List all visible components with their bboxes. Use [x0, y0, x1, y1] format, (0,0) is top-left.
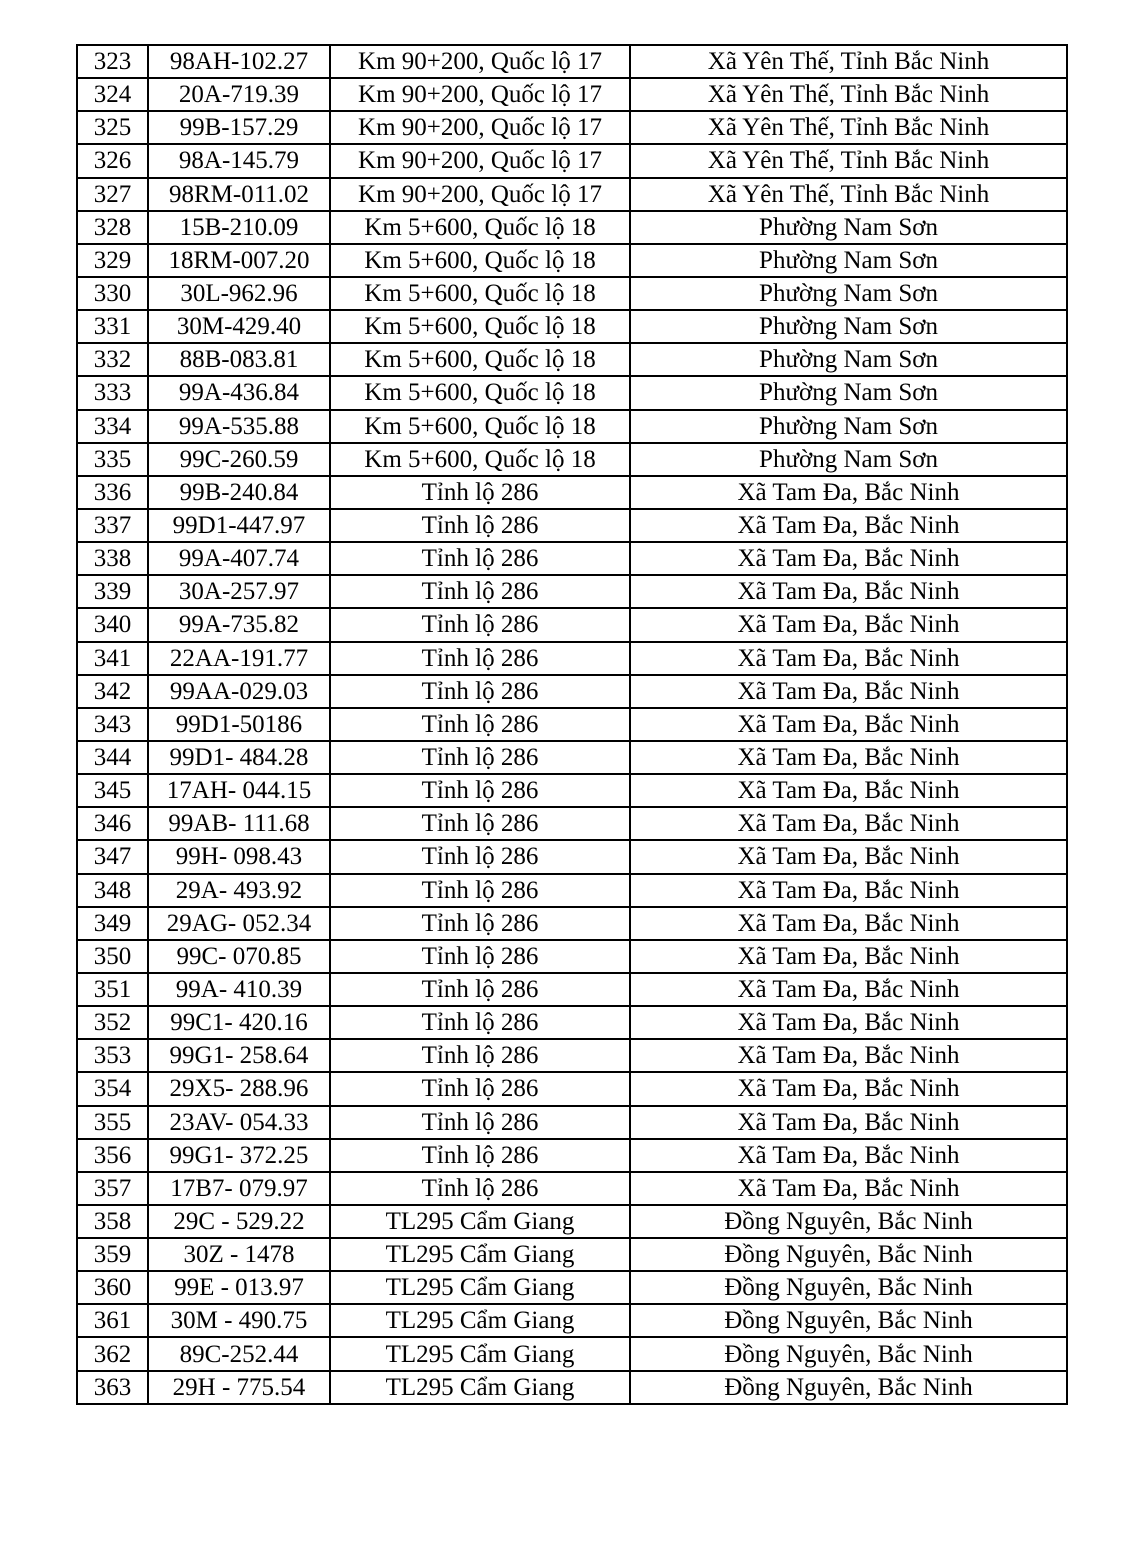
- plate-number-cell: 99D1- 484.28: [148, 741, 330, 774]
- location-cell: Tỉnh lộ 286: [330, 907, 630, 940]
- area-cell: Xã Tam Đa, Bắc Ninh: [630, 807, 1067, 840]
- area-cell: Xã Yên Thế, Tỉnh Bắc Ninh: [630, 144, 1067, 177]
- location-cell: Tỉnh lộ 286: [330, 509, 630, 542]
- table-row: [77, 741, 1067, 774]
- location-cell: Tỉnh lộ 286: [330, 874, 630, 907]
- table-row: [77, 1238, 1067, 1271]
- table-row: [77, 1106, 1067, 1139]
- table-row: [77, 443, 1067, 476]
- row-number-cell: 337: [77, 509, 148, 542]
- violation-table: [76, 44, 1068, 1405]
- plate-number-cell: 99A-407.74: [148, 542, 330, 575]
- plate-number-cell: 98A-145.79: [148, 144, 330, 177]
- table-row: [77, 211, 1067, 244]
- location-cell: TL295 Cẩm Giang: [330, 1371, 630, 1404]
- table-row: [77, 807, 1067, 840]
- location-cell: Km 90+200, Quốc lộ 17: [330, 144, 630, 177]
- row-number-cell: 332: [77, 343, 148, 376]
- location-cell: Tỉnh lộ 286: [330, 542, 630, 575]
- location-cell: Tỉnh lộ 286: [330, 476, 630, 509]
- area-cell: Xã Tam Đa, Bắc Ninh: [630, 774, 1067, 807]
- row-number-cell: 348: [77, 874, 148, 907]
- location-cell: Km 5+600, Quốc lộ 18: [330, 443, 630, 476]
- area-cell: Đồng Nguyên, Bắc Ninh: [630, 1371, 1067, 1404]
- plate-number-cell: 20A-719.39: [148, 78, 330, 111]
- row-number-cell: 361: [77, 1304, 148, 1337]
- area-cell: Đồng Nguyên, Bắc Ninh: [630, 1271, 1067, 1304]
- area-cell: Xã Tam Đa, Bắc Ninh: [630, 741, 1067, 774]
- row-number-cell: 324: [77, 78, 148, 111]
- table-row: [77, 244, 1067, 277]
- location-cell: Tỉnh lộ 286: [330, 840, 630, 873]
- location-cell: Km 5+600, Quốc lộ 18: [330, 277, 630, 310]
- row-number-cell: 356: [77, 1139, 148, 1172]
- location-cell: Tỉnh lộ 286: [330, 608, 630, 641]
- table-row: [77, 1039, 1067, 1072]
- location-cell: Km 5+600, Quốc lộ 18: [330, 244, 630, 277]
- row-number-cell: 344: [77, 741, 148, 774]
- table-row: [77, 410, 1067, 443]
- table-row: [77, 376, 1067, 409]
- plate-number-cell: 88B-083.81: [148, 343, 330, 376]
- area-cell: Xã Tam Đa, Bắc Ninh: [630, 509, 1067, 542]
- area-cell: Xã Tam Đa, Bắc Ninh: [630, 940, 1067, 973]
- area-cell: Xã Yên Thế, Tỉnh Bắc Ninh: [630, 45, 1067, 78]
- plate-number-cell: 30Z - 1478: [148, 1238, 330, 1271]
- location-cell: Km 5+600, Quốc lộ 18: [330, 211, 630, 244]
- table-row: [77, 675, 1067, 708]
- row-number-cell: 329: [77, 244, 148, 277]
- row-number-cell: 328: [77, 211, 148, 244]
- plate-number-cell: 15B-210.09: [148, 211, 330, 244]
- plate-number-cell: 29AG- 052.34: [148, 907, 330, 940]
- area-cell: Đồng Nguyên, Bắc Ninh: [630, 1238, 1067, 1271]
- location-cell: Tỉnh lộ 286: [330, 1006, 630, 1039]
- table-row: [77, 509, 1067, 542]
- plate-number-cell: 98RM-011.02: [148, 178, 330, 211]
- row-number-cell: 331: [77, 310, 148, 343]
- area-cell: Xã Tam Đa, Bắc Ninh: [630, 476, 1067, 509]
- area-cell: Xã Tam Đa, Bắc Ninh: [630, 1072, 1067, 1105]
- area-cell: Xã Tam Đa, Bắc Ninh: [630, 874, 1067, 907]
- row-number-cell: 341: [77, 642, 148, 675]
- table-row: [77, 1371, 1067, 1404]
- row-number-cell: 351: [77, 973, 148, 1006]
- location-cell: Tỉnh lộ 286: [330, 1139, 630, 1172]
- table-row: [77, 343, 1067, 376]
- area-cell: Phường Nam Sơn: [630, 376, 1067, 409]
- location-cell: Tỉnh lộ 286: [330, 741, 630, 774]
- plate-number-cell: 30M - 490.75: [148, 1304, 330, 1337]
- plate-number-cell: 99C- 070.85: [148, 940, 330, 973]
- area-cell: Xã Tam Đa, Bắc Ninh: [630, 1172, 1067, 1205]
- location-cell: Tỉnh lộ 286: [330, 1106, 630, 1139]
- row-number-cell: 340: [77, 608, 148, 641]
- table-row: [77, 178, 1067, 211]
- area-cell: Xã Tam Đa, Bắc Ninh: [630, 907, 1067, 940]
- plate-number-cell: 99B-157.29: [148, 111, 330, 144]
- location-cell: Km 90+200, Quốc lộ 17: [330, 45, 630, 78]
- plate-number-cell: 29X5- 288.96: [148, 1072, 330, 1105]
- row-number-cell: 334: [77, 410, 148, 443]
- row-number-cell: 357: [77, 1172, 148, 1205]
- plate-number-cell: 17B7- 079.97: [148, 1172, 330, 1205]
- plate-number-cell: 98AH-102.27: [148, 45, 330, 78]
- location-cell: TL295 Cẩm Giang: [330, 1238, 630, 1271]
- plate-number-cell: 99AB- 111.68: [148, 807, 330, 840]
- plate-number-cell: 89C-252.44: [148, 1337, 330, 1370]
- area-cell: Phường Nam Sơn: [630, 244, 1067, 277]
- row-number-cell: 330: [77, 277, 148, 310]
- row-number-cell: 336: [77, 476, 148, 509]
- plate-number-cell: 29C - 529.22: [148, 1205, 330, 1238]
- plate-number-cell: 99C-260.59: [148, 443, 330, 476]
- table-row: [77, 874, 1067, 907]
- location-cell: Tỉnh lộ 286: [330, 807, 630, 840]
- area-cell: Xã Tam Đa, Bắc Ninh: [630, 542, 1067, 575]
- table-row: [77, 840, 1067, 873]
- row-number-cell: 359: [77, 1238, 148, 1271]
- table-row: [77, 1271, 1067, 1304]
- row-number-cell: 346: [77, 807, 148, 840]
- row-number-cell: 360: [77, 1271, 148, 1304]
- location-cell: Tỉnh lộ 286: [330, 774, 630, 807]
- table-row: [77, 1139, 1067, 1172]
- table-row: [77, 78, 1067, 111]
- area-cell: Xã Tam Đa, Bắc Ninh: [630, 1039, 1067, 1072]
- table-row: [77, 1304, 1067, 1337]
- row-number-cell: 349: [77, 907, 148, 940]
- area-cell: Xã Tam Đa, Bắc Ninh: [630, 1006, 1067, 1039]
- area-cell: Xã Tam Đa, Bắc Ninh: [630, 708, 1067, 741]
- row-number-cell: 354: [77, 1072, 148, 1105]
- location-cell: Km 5+600, Quốc lộ 18: [330, 410, 630, 443]
- table-row: [77, 708, 1067, 741]
- row-number-cell: 347: [77, 840, 148, 873]
- plate-number-cell: 99G1- 258.64: [148, 1039, 330, 1072]
- location-cell: TL295 Cẩm Giang: [330, 1304, 630, 1337]
- plate-number-cell: 99H- 098.43: [148, 840, 330, 873]
- location-cell: Tỉnh lộ 286: [330, 1039, 630, 1072]
- table-row: [77, 774, 1067, 807]
- plate-number-cell: 99D1-447.97: [148, 509, 330, 542]
- area-cell: Phường Nam Sơn: [630, 211, 1067, 244]
- row-number-cell: 362: [77, 1337, 148, 1370]
- area-cell: Phường Nam Sơn: [630, 310, 1067, 343]
- location-cell: Tỉnh lộ 286: [330, 708, 630, 741]
- location-cell: Tỉnh lộ 286: [330, 575, 630, 608]
- plate-number-cell: 30L-962.96: [148, 277, 330, 310]
- table-row: [77, 310, 1067, 343]
- row-number-cell: 323: [77, 45, 148, 78]
- table-row: [77, 940, 1067, 973]
- plate-number-cell: 99A- 410.39: [148, 973, 330, 1006]
- area-cell: Đồng Nguyên, Bắc Ninh: [630, 1304, 1067, 1337]
- area-cell: Phường Nam Sơn: [630, 277, 1067, 310]
- table-row: [77, 1072, 1067, 1105]
- location-cell: TL295 Cẩm Giang: [330, 1271, 630, 1304]
- plate-number-cell: 99A-735.82: [148, 608, 330, 641]
- plate-number-cell: 99AA-029.03: [148, 675, 330, 708]
- table-row: [77, 542, 1067, 575]
- area-cell: Xã Tam Đa, Bắc Ninh: [630, 973, 1067, 1006]
- table-row: [77, 642, 1067, 675]
- row-number-cell: 350: [77, 940, 148, 973]
- area-cell: Xã Tam Đa, Bắc Ninh: [630, 840, 1067, 873]
- plate-number-cell: 29H - 775.54: [148, 1371, 330, 1404]
- plate-number-cell: 22AA-191.77: [148, 642, 330, 675]
- plate-number-cell: 99A-535.88: [148, 410, 330, 443]
- location-cell: Km 5+600, Quốc lộ 18: [330, 310, 630, 343]
- plate-number-cell: 17AH- 044.15: [148, 774, 330, 807]
- area-cell: Xã Tam Đa, Bắc Ninh: [630, 642, 1067, 675]
- location-cell: Km 5+600, Quốc lộ 18: [330, 343, 630, 376]
- plate-number-cell: 30M-429.40: [148, 310, 330, 343]
- plate-number-cell: 23AV- 054.33: [148, 1106, 330, 1139]
- area-cell: Đồng Nguyên, Bắc Ninh: [630, 1337, 1067, 1370]
- plate-number-cell: 29A- 493.92: [148, 874, 330, 907]
- table-row: [77, 1172, 1067, 1205]
- plate-number-cell: 99C1- 420.16: [148, 1006, 330, 1039]
- row-number-cell: 338: [77, 542, 148, 575]
- row-number-cell: 325: [77, 111, 148, 144]
- table-row: [77, 277, 1067, 310]
- row-number-cell: 327: [77, 178, 148, 211]
- table-row: [77, 1006, 1067, 1039]
- location-cell: Tỉnh lộ 286: [330, 1072, 630, 1105]
- row-number-cell: 343: [77, 708, 148, 741]
- table-row: [77, 608, 1067, 641]
- table-row: [77, 973, 1067, 1006]
- row-number-cell: 363: [77, 1371, 148, 1404]
- area-cell: Xã Tam Đa, Bắc Ninh: [630, 608, 1067, 641]
- location-cell: Km 90+200, Quốc lộ 17: [330, 111, 630, 144]
- location-cell: Tỉnh lộ 286: [330, 642, 630, 675]
- area-cell: Phường Nam Sơn: [630, 410, 1067, 443]
- row-number-cell: 339: [77, 575, 148, 608]
- row-number-cell: 342: [77, 675, 148, 708]
- location-cell: Tỉnh lộ 286: [330, 675, 630, 708]
- table-row: [77, 111, 1067, 144]
- table-row: [77, 907, 1067, 940]
- plate-number-cell: 99E - 013.97: [148, 1271, 330, 1304]
- area-cell: Xã Tam Đa, Bắc Ninh: [630, 1139, 1067, 1172]
- row-number-cell: 345: [77, 774, 148, 807]
- location-cell: Km 90+200, Quốc lộ 17: [330, 178, 630, 211]
- area-cell: Xã Tam Đa, Bắc Ninh: [630, 1106, 1067, 1139]
- area-cell: Phường Nam Sơn: [630, 343, 1067, 376]
- area-cell: Xã Tam Đa, Bắc Ninh: [630, 675, 1067, 708]
- row-number-cell: 353: [77, 1039, 148, 1072]
- location-cell: Km 5+600, Quốc lộ 18: [330, 376, 630, 409]
- table-body: [77, 45, 1067, 1404]
- row-number-cell: 335: [77, 443, 148, 476]
- location-cell: Tỉnh lộ 286: [330, 1172, 630, 1205]
- area-cell: Xã Tam Đa, Bắc Ninh: [630, 575, 1067, 608]
- location-cell: TL295 Cẩm Giang: [330, 1337, 630, 1370]
- row-number-cell: 358: [77, 1205, 148, 1238]
- area-cell: Xã Yên Thế, Tỉnh Bắc Ninh: [630, 78, 1067, 111]
- location-cell: Km 90+200, Quốc lộ 17: [330, 78, 630, 111]
- table-row: [77, 1337, 1067, 1370]
- row-number-cell: 333: [77, 376, 148, 409]
- plate-number-cell: 99B-240.84: [148, 476, 330, 509]
- row-number-cell: 352: [77, 1006, 148, 1039]
- location-cell: TL295 Cẩm Giang: [330, 1205, 630, 1238]
- plate-number-cell: 99A-436.84: [148, 376, 330, 409]
- plate-number-cell: 18RM-007.20: [148, 244, 330, 277]
- area-cell: Xã Yên Thế, Tỉnh Bắc Ninh: [630, 178, 1067, 211]
- plate-number-cell: 99G1- 372.25: [148, 1139, 330, 1172]
- location-cell: Tỉnh lộ 286: [330, 940, 630, 973]
- table-row: [77, 575, 1067, 608]
- table-row: [77, 144, 1067, 177]
- plate-number-cell: 30A-257.97: [148, 575, 330, 608]
- table-row: [77, 45, 1067, 78]
- area-cell: Xã Yên Thế, Tỉnh Bắc Ninh: [630, 111, 1067, 144]
- area-cell: Đồng Nguyên, Bắc Ninh: [630, 1205, 1067, 1238]
- area-cell: Phường Nam Sơn: [630, 443, 1067, 476]
- row-number-cell: 326: [77, 144, 148, 177]
- table-row: [77, 1205, 1067, 1238]
- location-cell: Tỉnh lộ 286: [330, 973, 630, 1006]
- plate-number-cell: 99D1-50186: [148, 708, 330, 741]
- table-row: [77, 476, 1067, 509]
- row-number-cell: 355: [77, 1106, 148, 1139]
